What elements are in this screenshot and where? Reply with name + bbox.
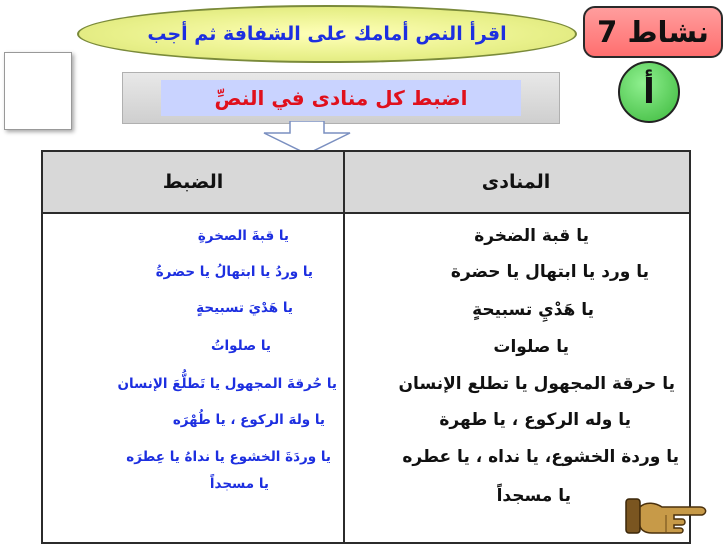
munada-line: يا مسجداً — [496, 486, 571, 506]
dabt-line: يا مسجداً — [209, 476, 269, 492]
pointing-hand-icon[interactable] — [622, 493, 718, 539]
dabt-line: يا وردُ يا ابتهالُ يا حضرةُ — [155, 264, 313, 280]
side-box — [4, 52, 72, 130]
data-table — [41, 150, 691, 544]
munada-line: يا هَدْيِ تسبيحةٍ — [472, 300, 594, 320]
instruction-oval — [77, 5, 577, 63]
header-munada: المنادى — [343, 152, 689, 212]
munada-line: يا صلوات — [493, 337, 569, 357]
munada-line: يا ورد يا ابتهال يا حضرة — [450, 262, 649, 282]
dabt-line: يا حُرقةَ المجهول يا تَطلُّعَ الإنسان — [117, 376, 337, 392]
munada-line: يا وله الركوع ، يا طهرة — [439, 410, 631, 430]
dabt-column — [43, 212, 345, 542]
dabt-line: يا صلواتُ — [210, 338, 271, 354]
dabt-line: يا قبةَ الصخرةِ — [197, 228, 289, 244]
task-inner — [161, 80, 521, 116]
task-banner — [122, 72, 560, 124]
munada-line: يا وردة الخشوع، يا نداه ، يا عطره — [402, 447, 679, 467]
part-circle: أ — [618, 61, 680, 123]
header-dabt: الضبط — [43, 152, 345, 212]
dabt-line: يا ولهَ الركوع ، يا طُهْرَه — [172, 412, 325, 428]
munada-line: يا قبة الضخرة — [474, 226, 589, 246]
instruction-text: اقرأ النص أمامك على الشفافة ثم أجب — [147, 23, 507, 45]
activity-badge: نشاط 7 — [583, 6, 723, 58]
dabt-line: يا هَدْيَ تسبيحةٍ — [196, 300, 293, 316]
munada-line: يا حرقة المجهول يا تطلع الإنسان — [398, 374, 675, 394]
dabt-line: يا وردَةَ الخشوع يا نداهُ يا عِطرَه — [126, 449, 331, 465]
task-text: اضبط كل منادى في النصِّ — [214, 86, 468, 110]
